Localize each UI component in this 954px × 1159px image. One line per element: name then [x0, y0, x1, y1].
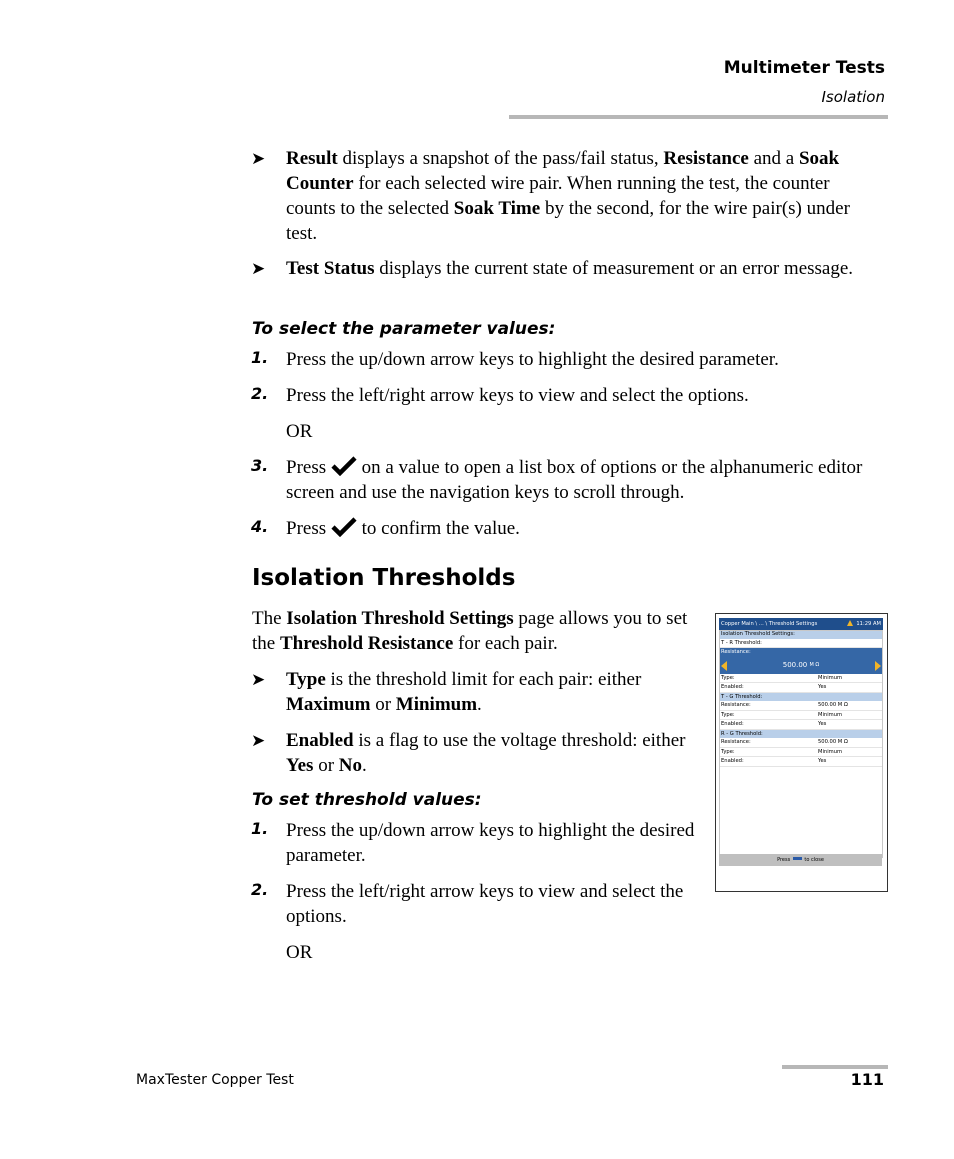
arrow-bullet-icon: ➤: [251, 149, 266, 168]
bullet-result: [251, 146, 878, 246]
footer-text-b: to close: [804, 857, 824, 863]
resistance-label[interactable]: Resistance:: [719, 648, 883, 657]
checkmark-icon: [331, 456, 357, 476]
resistance-unit: M Ω: [809, 661, 820, 668]
checkmark-icon: [331, 517, 357, 537]
setting-value: 500.00 M Ω: [818, 702, 848, 708]
procedure-title: To set threshold values:: [252, 790, 482, 810]
screenshot-title: Copper Main \ ... \ Threshold Settings: [721, 620, 818, 627]
bullet-text: Enabled is a flag to use the voltage threshold: either Yes or No.: [286, 730, 686, 776]
step-text: Press the left/right arrow keys to view and select the options.: [286, 385, 749, 406]
warning-icon: [847, 620, 853, 626]
setting-value: Yes: [818, 721, 827, 727]
enter-key-icon: [793, 857, 802, 860]
section-intro: The Isolation Threshold Settings page allows you to set the Threshold Resistance for each pair.: [252, 608, 688, 654]
tr-threshold-label: T - R Threshold:: [719, 639, 883, 649]
procedure-title: To select the parameter values:: [252, 319, 556, 339]
bullet-test-status: [251, 256, 878, 281]
screenshot-title-bar: [719, 618, 883, 630]
or-text: OR: [286, 421, 313, 442]
step-number: 2.: [251, 384, 269, 403]
arrow-bullet-icon: ➤: [251, 731, 266, 750]
setting-value: 500.00 M Ω: [818, 739, 848, 745]
status-area: [847, 620, 881, 629]
settings-heading: Isolation Threshold Settings:: [719, 630, 883, 639]
footer-rule: [782, 1065, 888, 1069]
page-header-subtitle: Isolation: [821, 88, 885, 106]
threshold-settings-screenshot: [715, 613, 888, 892]
tg-threshold-label: T - G Threshold:: [719, 693, 883, 702]
footer-doc-title: MaxTester Copper Test: [136, 1072, 294, 1088]
or-text: OR: [286, 942, 313, 963]
arrow-bullet-icon: ➤: [251, 670, 266, 689]
footer-text-a: Press: [777, 857, 791, 863]
setting-label: Enabled:: [721, 758, 744, 764]
bullet-text: Result displays a snapshot of the pass/fail status, Resistance and a Soak Counter for each selected wire pair. When running the test, the counter counts to the selected Soak Time by the second, for the wire pair(s) under test.: [286, 148, 850, 244]
step-number: 2.: [251, 880, 269, 899]
setting-value: Minimum: [818, 711, 843, 718]
setting-label: Type:: [721, 748, 735, 755]
setting-label: Resistance:: [721, 702, 751, 708]
step-text-b: to confirm the value.: [361, 518, 520, 539]
page-header-title: Multimeter Tests: [723, 58, 885, 78]
list-frame: [719, 630, 883, 858]
step-4: [251, 516, 878, 541]
step-text: Press the up/down arrow keys to highlight the desired parameter.: [286, 349, 779, 370]
setting-value: Minimum: [818, 748, 843, 755]
setting-label: Type:: [721, 674, 735, 681]
step-3: [251, 455, 878, 505]
step-text: Press the up/down arrow keys to highlight the desired parameter.: [286, 820, 695, 866]
step-2: [251, 879, 701, 929]
rg-threshold-label: R - G Threshold:: [719, 730, 883, 739]
step-1: [251, 818, 701, 868]
clock: 11:29 AM: [856, 620, 881, 627]
step-number: 3.: [251, 456, 269, 475]
setting-label: Enabled:: [721, 684, 744, 690]
bullet-text: Type is the threshold limit for each pair: either Maximum or Minimum.: [286, 669, 642, 715]
screenshot-footer[interactable]: [719, 854, 882, 866]
bullet-enabled: [251, 728, 696, 778]
step-2: [251, 383, 878, 408]
section-heading: Isolation Thresholds: [252, 565, 516, 591]
page-number: 111: [850, 1070, 884, 1089]
step-text-b: on a value to open a list box of options or the alphanumeric editor screen and use the navigation keys to scroll through.: [286, 457, 863, 503]
step-text-a: Press: [286, 457, 327, 478]
setting-label: Type:: [721, 711, 735, 718]
setting-label: Resistance:: [721, 739, 751, 745]
setting-label: Enabled:: [721, 721, 744, 727]
header-rule: [509, 115, 888, 119]
resistance-value: 500.00: [782, 660, 808, 669]
step-number: 1.: [251, 348, 269, 367]
setting-value: Minimum: [818, 674, 843, 681]
setting-value: Yes: [818, 684, 827, 690]
step-number: 1.: [251, 819, 269, 838]
step-1: [251, 347, 878, 372]
step-text: Press the left/right arrow keys to view and select the options.: [286, 881, 684, 927]
step-text-a: Press: [286, 518, 327, 539]
arrow-bullet-icon: ➤: [251, 259, 266, 278]
bullet-type: [251, 667, 696, 717]
bullet-text: Test Status displays the current state of measurement or an error message.: [286, 258, 854, 279]
step-number: 4.: [251, 517, 269, 536]
setting-value: Yes: [818, 758, 827, 764]
